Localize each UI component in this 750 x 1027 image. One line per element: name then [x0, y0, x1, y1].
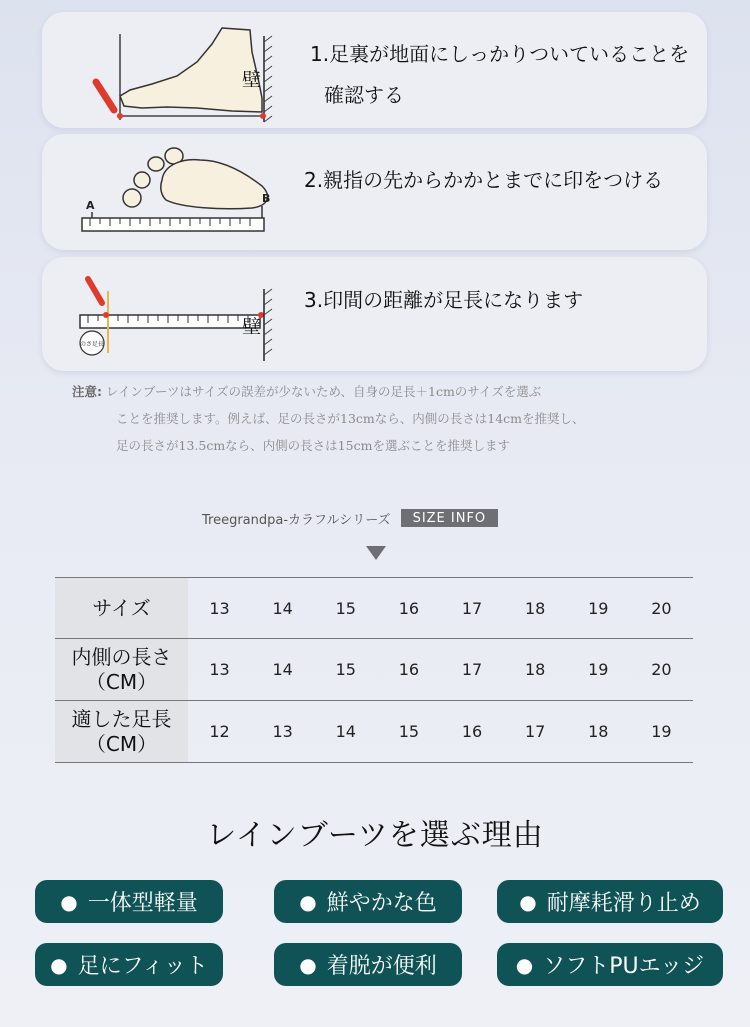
size-cell: 18: [504, 639, 567, 701]
reasons-title: レインブーツを選ぶ理由: [206, 818, 544, 853]
size-cell: 17: [441, 639, 504, 701]
size-cell: 14: [251, 639, 314, 701]
measure-distance-illustration: [72, 257, 302, 371]
row-header-unit: （CM）: [85, 731, 158, 756]
size-info-header: [202, 508, 498, 528]
reason-pill-3: [497, 880, 723, 923]
step-3-line-1: 3.印間の距離が足長になります: [304, 288, 584, 312]
row-header-unit: （CM）: [85, 669, 158, 694]
size-cell: 14: [314, 701, 377, 763]
size-cell: 16: [377, 639, 440, 701]
bullet-icon: ●: [519, 889, 537, 914]
bullet-icon: ●: [60, 889, 78, 914]
point-b-label: B: [262, 192, 271, 205]
arrow-down-icon: [366, 546, 386, 560]
reason-label-5: 着脱が便利: [326, 954, 437, 979]
size-cell: 19: [567, 639, 630, 701]
brand-series-label: Treegrandpa-カラフルシリーズ: [202, 512, 391, 528]
size-cell: 13: [188, 578, 251, 639]
size-cell: 15: [377, 701, 440, 763]
sizing-note: [72, 378, 712, 459]
reason-pill-1: [35, 880, 223, 923]
size-cell: 17: [441, 578, 504, 639]
note-line-3: 足の長さが13.5cmなら、内側の長さは15cmを選ぶことを推奨します: [116, 438, 510, 453]
size-info-badge: SIZE INFO: [401, 509, 499, 527]
bullet-icon: ●: [299, 889, 317, 914]
size-cell: 20: [630, 578, 693, 639]
size-cell: 13: [251, 701, 314, 763]
step-card-1: [42, 12, 707, 128]
step-1-line-1: 1.足裏が地面にしっかりついていることを: [310, 42, 690, 66]
row-header-text: 内側の長さ: [71, 644, 172, 669]
bullet-icon: ●: [50, 952, 68, 977]
reason-pill-2: [274, 880, 462, 923]
reason-pill-6: [497, 943, 723, 986]
size-cell: 19: [567, 578, 630, 639]
size-table-row: [55, 701, 693, 763]
reason-label-3: 耐摩耗滑り止め: [546, 891, 701, 916]
reason-label-1: 一体型軽量: [87, 891, 198, 916]
wall-label: 壁: [242, 69, 262, 91]
step-1-line-2: 確認する: [324, 83, 404, 107]
size-cell: 13: [188, 639, 251, 701]
step-2-line-1: 2.親指の先からかかとまでに印をつける: [304, 168, 664, 192]
size-cell: 18: [504, 578, 567, 639]
size-cell: 16: [377, 578, 440, 639]
reason-label-4: 足にフィット: [77, 954, 208, 979]
size-cell: 20: [630, 639, 693, 701]
reason-label-6: ソフトPUエッジ: [543, 954, 705, 979]
reason-pill-4: [35, 943, 223, 986]
size-cell: 17: [504, 701, 567, 763]
note-line-2: ことを推奨します。例えば、足の長さが13cmなら、内側の長さは14cmを推奨し、: [116, 411, 585, 426]
row-header-text: サイズ: [92, 595, 151, 620]
size-cell: 14: [251, 578, 314, 639]
row-header: [55, 639, 188, 701]
note-line-1: レインブーツはサイズの誤差が少ないため、自身の足長＋1cmのサイズを選ぶ: [105, 384, 542, 399]
size-cell: 16: [441, 701, 504, 763]
point-a-label: A: [86, 199, 95, 212]
size-table: [55, 577, 693, 763]
size-table-row: [55, 578, 693, 639]
step-card-2: [42, 134, 707, 250]
size-table-row: [55, 639, 693, 701]
row-header: [55, 578, 188, 639]
size-cell: 15: [314, 639, 377, 701]
size-cell: 18: [567, 701, 630, 763]
foot-against-wall-illustration: [72, 12, 302, 128]
footprint-ruler-illustration: [72, 134, 302, 250]
step-card-3: [42, 257, 707, 371]
reason-pill-5: [274, 943, 462, 986]
size-cell: 15: [314, 578, 377, 639]
wall-label-3: 壁: [242, 316, 262, 338]
size-cell: 12: [188, 701, 251, 763]
reason-label-2: 鮮やかな色: [326, 891, 437, 916]
row-header-text: 適した足長: [71, 706, 172, 731]
note-label: 注意:: [72, 384, 102, 399]
bullet-icon: ●: [515, 952, 534, 977]
size-cell: 19: [630, 701, 693, 763]
bullet-icon: ●: [299, 952, 317, 977]
row-header: [55, 701, 188, 763]
stamp-text: のさ足長: [79, 341, 105, 348]
